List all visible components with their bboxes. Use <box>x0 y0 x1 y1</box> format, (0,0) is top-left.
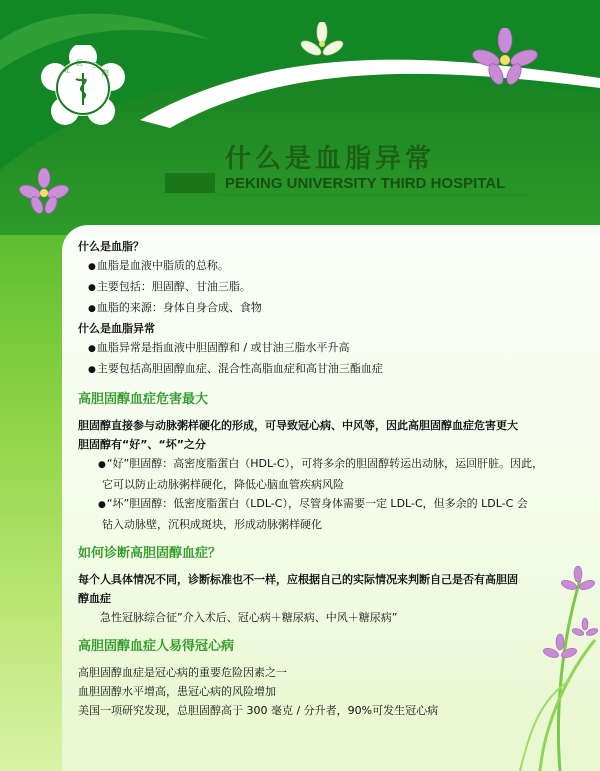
section-heading-harm: 高胆固醇血症危害最大 <box>78 392 209 407</box>
white-flower-icon <box>300 22 344 66</box>
bad-cholesterol-line2: 钻入动脉壁，沉积成斑块，形成动脉粥样硬化 <box>102 518 322 531</box>
svg-text:医: 医 <box>76 59 83 67</box>
list-item: ● 血脂异常是指血液中胆固醇和 / 或甘油三脂水平升高 <box>78 338 548 359</box>
list-item: ● 主要包括：胆固醇、甘油三脂。 <box>78 277 548 298</box>
question-what-is-dyslipidemia: 什么是血脂异常 <box>78 322 155 335</box>
orchid-flower-icon <box>18 168 70 216</box>
diagnosis-line2: 醇血症 <box>78 592 111 605</box>
subtitle-accent-bar <box>165 173 215 193</box>
harm-intro: 胆固醇直接参与动脉粥样硬化的形成，可导致冠心病、中风等，因此高胆固醇血症危害更大 <box>78 419 518 432</box>
svg-text:三: 三 <box>92 61 99 69</box>
bad-cholesterol-item <box>78 494 548 534</box>
hospital-logo <box>40 45 126 131</box>
diagnosis-line1: 每个人具体情况不同，诊断标准也不一样，应根据自己的实际情况来判断自己是否有高胆固 <box>78 573 518 586</box>
section-heading-chd: 高胆固醇血症人易得冠心病 <box>78 639 235 654</box>
orchid-flower-icon <box>470 28 540 88</box>
svg-text:北: 北 <box>63 66 70 74</box>
chd-line: 美国一项研究发现，总胆固醇高于 300 毫克 / 分升者，90%可发生冠心病 <box>78 704 439 717</box>
bad-cholesterol-line1: ● “坏”胆固醇：低密度脂蛋白（LDL-C），尽管身体需要一定 LDL-C，但多余的 LDL-C 会 <box>88 497 528 510</box>
subtitle-underline <box>218 194 530 196</box>
list-item: ● 主要包括高胆固醇血症、混合性高脂血症和高甘油三酯血症 <box>78 359 548 380</box>
page-subtitle: PEKING UNIVERSITY THIRD HOSPITAL <box>225 175 506 192</box>
page-title: 什么是血脂异常 <box>225 144 436 174</box>
svg-text:院: 院 <box>102 69 109 77</box>
diagnosis-line3: 急性冠脉综合征”介入术后、冠心病＋糖尿病、中风＋糖尿病” <box>100 611 398 624</box>
good-cholesterol-line2: 它可以防止动脉粥样硬化，降低心脑血管疾病风险 <box>102 478 344 491</box>
content-body <box>78 237 548 720</box>
good-cholesterol-item <box>78 454 548 494</box>
question-what-is-lipid: 什么是血脂？ <box>78 240 144 253</box>
good-cholesterol-line1: ● “好”胆固醇：高密度脂蛋白（HDL-C），可将多余的胆固醇转运出动脉，运回肝脏。因此， <box>88 457 543 470</box>
chd-line: 血胆固醇水平增高，患冠心病的风险增加 <box>78 685 276 698</box>
list-item: ● 血脂是血液中脂质的总称。 <box>78 256 548 277</box>
good-bad-intro: 胆固醇有“好”、“坏”之分 <box>78 438 206 451</box>
list-item: ● 血脂的来源：身体自身合成、食物 <box>78 298 548 319</box>
section-heading-diagnosis: 如何诊断高胆固醇血症？ <box>78 546 222 561</box>
chd-line: 高胆固醇血症是冠心病的重要危险因素之一 <box>78 666 287 679</box>
